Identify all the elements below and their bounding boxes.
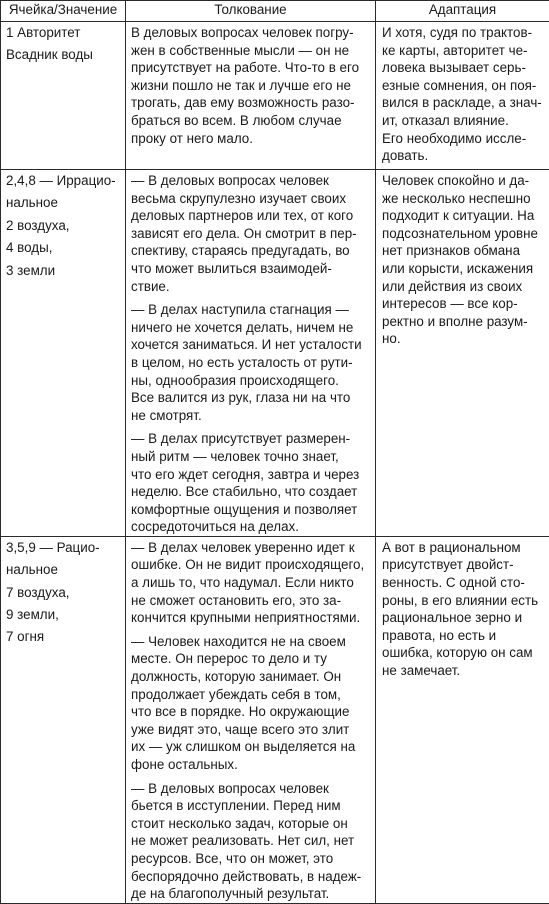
cell-meaning-line: 2 воздуха, [6,217,118,235]
interpretation-paragraph [131,633,368,774]
interpretation-line: беспорядочно действовать, в надеж- [131,868,368,886]
interpretation-line: зависят его дела. Он смотрит в пер- [131,225,368,243]
adaptation-line: венность. С одной сто- [382,574,542,592]
adaptation-line: подходит к ситуации. На [382,207,542,225]
table-row [1,22,549,170]
interpretation-line: присутствует на работе. Что-то в его [131,59,368,77]
interpretation-line: фоне остальных. [131,756,368,774]
adaptation-line: интересов — все кор- [382,295,542,313]
interpretation-line: комфортные ощущения и позволяет [131,501,368,519]
adaptation-line: же несколько неспешно [382,190,542,208]
interpretation-line: не может реализовать. Нет сил, нет [131,832,368,850]
interpretation-line: не смотрят. [131,407,368,425]
interpretation-line: — В деловых вопросах человек [131,780,368,798]
interpretation-line: хочется заниматься. И нет усталости [131,336,368,354]
adaptation-line: ловека вызывает серь- [382,59,542,77]
adaptation-line: ит, отказал влияние. [382,112,542,130]
interpretation-line: весьма скрупулезно изучает своих [131,190,368,208]
cell-meaning-line: нальное [6,561,118,579]
interpretation-line: в целом, но есть усталость от рути- [131,354,368,372]
adaptation-line: ке карты, авторитет че- [382,42,542,60]
interpretation-line: а лишь то, что надумал. Если никто [131,574,368,592]
interpretation-paragraph [131,172,368,295]
interpretation-line: Все валится из рук, глаза ни на что [131,389,368,407]
adaptation-line: но. [382,330,542,348]
adaptation-line: довать. [382,147,542,165]
interpretation-line: ничего не хочется делать, ничем не [131,319,368,337]
interpretation-line: неделю. Все стабильно, что создает [131,483,368,501]
cell-meaning-line: 1 Авторитет [6,24,118,42]
adaptation-line: или действия из своих [382,278,542,296]
adaptation-line: ошибка, которую он сам [382,644,542,662]
interpretation-line: сосредоточиться на делах. [131,518,368,536]
interpretation-line: жен в собственные мысли — он не [131,42,368,60]
interpretation-line: жизни пошло не так и лучше его не [131,77,368,95]
interpretation-line: что может вылиться взаимодей- [131,260,368,278]
interpretation-line: что все в порядке. Но окружающие [131,703,368,721]
adaptation-line: не замечает. [382,662,542,680]
adaptation-line: роны, в его влиянии есть [382,592,542,610]
table-row [1,536,549,903]
interpretation-line: месте. Он перерос то дело и ту [131,650,368,668]
interpretation-line: ствие. [131,278,368,296]
interpretation-paragraph [131,780,368,903]
adaptation-line: Человек спокойно и да- [382,172,542,190]
adaptation-line: И хотя, судя по трактов- [382,24,542,42]
cell-interpretation [126,22,376,170]
interpretation-line: — В делах человек уверенно идет к [131,539,368,557]
cell-meaning-line: Всадник воды [6,46,118,64]
interpretation-line: не сможет остановить его, это за- [131,592,368,610]
interpretation-line: что его ждет сегодня, завтра и через [131,466,368,484]
cell-meaning-line: 2,4,8 — Иррацио- [6,172,118,190]
adaptation-line: А вот в рациональном [382,539,542,557]
interpretation-line: деловых партнеров или тех, от кого [131,207,368,225]
interpretation-paragraph [131,539,368,627]
interpretation-paragraph [131,24,368,147]
adaptation-line: правота, но есть и [382,627,542,645]
adaptation-line: рациональное зерно и [382,609,542,627]
interpretation-line: — Человек находится не на своем [131,633,368,651]
cell-meaning-line: 4 воды, [6,239,118,257]
interpretation-line: должность, которую занимает. Он [131,668,368,686]
header-interpretation: Толкование [126,1,376,22]
cell-interpretation [126,536,376,903]
interpretation-line: продолжает убеждать себя в том, [131,686,368,704]
cell-meaning-line: 3,5,9 — Рацио- [6,539,118,557]
interpretation-line: ресурсов. Все, что он может, это [131,850,368,868]
cell-adaptation [376,170,549,537]
adaptation-line: нет признаков обмана [382,242,542,260]
cell-meaning-line: нальное [6,194,118,212]
cell-meaning-line: 9 земли, [6,606,118,624]
interpretation-line: — В делах наступила стагнация — [131,301,368,319]
interpretation-line: ный ритм — человек точно знает, [131,448,368,466]
cell-meaning-line: 7 огня [6,628,118,646]
cell-meaning [1,170,126,537]
interpretation-line: проку от него мало. [131,130,368,148]
cell-interpretation [126,170,376,537]
interpretation-line: В деловых вопросах человек погру- [131,24,368,42]
interpretation-line: браться во всем. В любом случае [131,112,368,130]
interpretation-line: стоит несколько задач, которые он [131,815,368,833]
interpretation-line: де на благополучный результат. [131,885,368,903]
interpretation-line: — В делах присутствует размерен- [131,430,368,448]
cell-meaning [1,22,126,170]
adaptation-line: ректно и вполне разум- [382,313,542,331]
interpretation-line: спективу, стараясь предугадать, во [131,242,368,260]
adaptation-line: езные сомнения, он поя- [382,77,542,95]
header-cell-meaning: Ячейка/Значение [1,1,126,22]
cell-meaning-line: 3 земли [6,262,118,280]
interpretation-paragraph [131,301,368,424]
interpretation-line: кончится крупными неприятностями. [131,609,368,627]
adaptation-line: или корысти, искажения [382,260,542,278]
cell-adaptation [376,22,549,170]
interpretation-line: бьется в исступлении. Перед ним [131,797,368,815]
interpretation-paragraph [131,430,368,536]
interpretation-line: уже видят это, чаще всего это злит [131,721,368,739]
cell-meaning [1,536,126,903]
interpretation-line: трогать, дав ему возможность разо- [131,94,368,112]
cell-meaning-line: 7 воздуха, [6,584,118,602]
adaptation-line: присутствует двойст- [382,556,542,574]
table-row [1,170,549,537]
table-header-row [1,1,549,22]
adaptation-line: вился в раскладе, а знач- [382,94,542,112]
interpretation-line: их — уж слишком он выделяется на [131,738,368,756]
interpretation-line: ошибке. Он не видит происходящего, [131,556,368,574]
interpretation-line: — В деловых вопросах человек [131,172,368,190]
adaptation-line: Его необходимо иссле- [382,130,542,148]
interpretation-line: ны, однообразия происходящего. [131,372,368,390]
cell-adaptation [376,536,549,903]
adaptation-line: подсознательном уровне [382,225,542,243]
header-adaptation: Адаптация [376,1,549,22]
